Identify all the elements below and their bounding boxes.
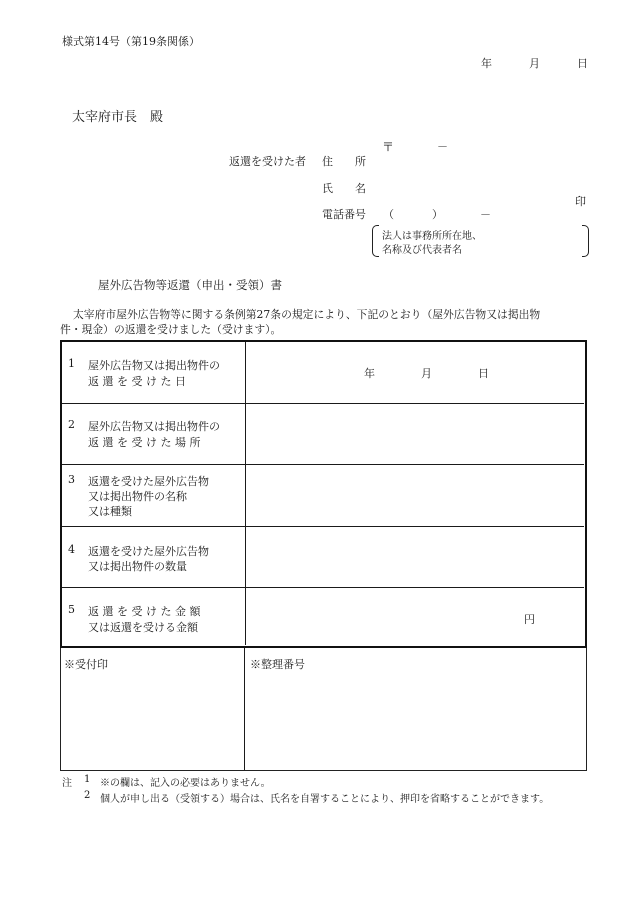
row5-number: 5: [68, 603, 75, 616]
document-title: 屋外広告物等返還（申出・受領）書: [98, 278, 282, 292]
phone-label: 電話番号: [322, 208, 366, 221]
row1-number: 1: [68, 357, 75, 370]
row5-label-line2: 又は返還を受ける金額: [88, 621, 198, 634]
row1-year: 年: [364, 367, 375, 380]
row2-label-line2: 返 還 を 受 け た 場 所: [88, 436, 201, 449]
row2-label-line1: 屋外広告物又は掲出物件の: [88, 420, 220, 433]
row-separator: [62, 526, 584, 527]
postal-mark: 〒: [382, 140, 395, 154]
address-label: 住 所: [322, 155, 366, 168]
row4-label-line1: 返還を受けた屋外広告物: [88, 545, 209, 558]
row3-number: 3: [68, 473, 75, 486]
form-number: 様式第14号（第19条関係）: [62, 35, 200, 48]
row-separator: [62, 464, 584, 465]
date-day-label: 日: [577, 57, 588, 70]
phone-open-paren: （: [383, 208, 394, 221]
name-label: 氏 名: [322, 182, 366, 195]
phone-close-paren: ）: [432, 208, 443, 221]
receipt-stamp-label: ※受付印: [64, 658, 108, 671]
table-column-divider: [245, 342, 246, 645]
office-column-divider: [244, 648, 245, 770]
row4-label-line2: 又は掲出物件の数量: [88, 560, 187, 573]
seal-mark: 印: [575, 195, 586, 208]
row1-month: 月: [421, 367, 432, 380]
body-text-line1: 太宰府市屋外広告物等に関する条例第27条の規定により、下記のとおり（屋外広告物又は掲出物: [73, 308, 541, 321]
date-month-label: 月: [529, 57, 540, 70]
corp-bracket-right: [582, 225, 589, 257]
date-year-label: 年: [481, 57, 492, 70]
row5-label-line1: 返 還 を 受 け た 金 額: [88, 605, 201, 618]
row2-number: 2: [68, 418, 75, 431]
row1-day: 日: [478, 367, 489, 380]
corp-bracket-left: [372, 225, 379, 257]
note2-number: 2: [84, 790, 91, 801]
returner-label: 返還を受けた者: [229, 155, 306, 168]
row-separator: [62, 403, 584, 404]
row4-number: 4: [68, 543, 75, 556]
row1-label-line2: 返 還 を 受 け た 日: [88, 375, 186, 388]
postal-dash: －: [437, 140, 448, 153]
row5-yen: 円: [524, 613, 535, 626]
office-use-table: [60, 648, 587, 771]
body-text-line2: 件・現金）の返還を受けました（受けます）。: [60, 323, 282, 336]
row-separator: [62, 587, 584, 588]
reference-number-label: ※整理番号: [250, 658, 305, 671]
corp-note-line2: 名称及び代表者名: [382, 245, 462, 256]
row3-label-line3: 又は種類: [88, 505, 132, 518]
row3-label-line2: 又は掲出物件の名称: [88, 490, 187, 503]
note1-text: ※の欄は、記入の必要はありません。: [100, 778, 271, 789]
addressee: 太宰府市長 殿: [72, 110, 164, 125]
note1-number: 1: [84, 774, 91, 785]
corp-note-line1: 法人は事務所所在地、: [382, 231, 482, 242]
phone-dash: －: [480, 208, 491, 221]
row1-label-line1: 屋外広告物又は掲出物件の: [88, 359, 220, 372]
row3-label-line1: 返還を受けた屋外広告物: [88, 475, 209, 488]
note2-text: 個人が申し出る（受領する）場合は、氏名を自署することにより、押印を省略することができます。: [100, 794, 550, 805]
notes-label: 注: [62, 778, 72, 789]
